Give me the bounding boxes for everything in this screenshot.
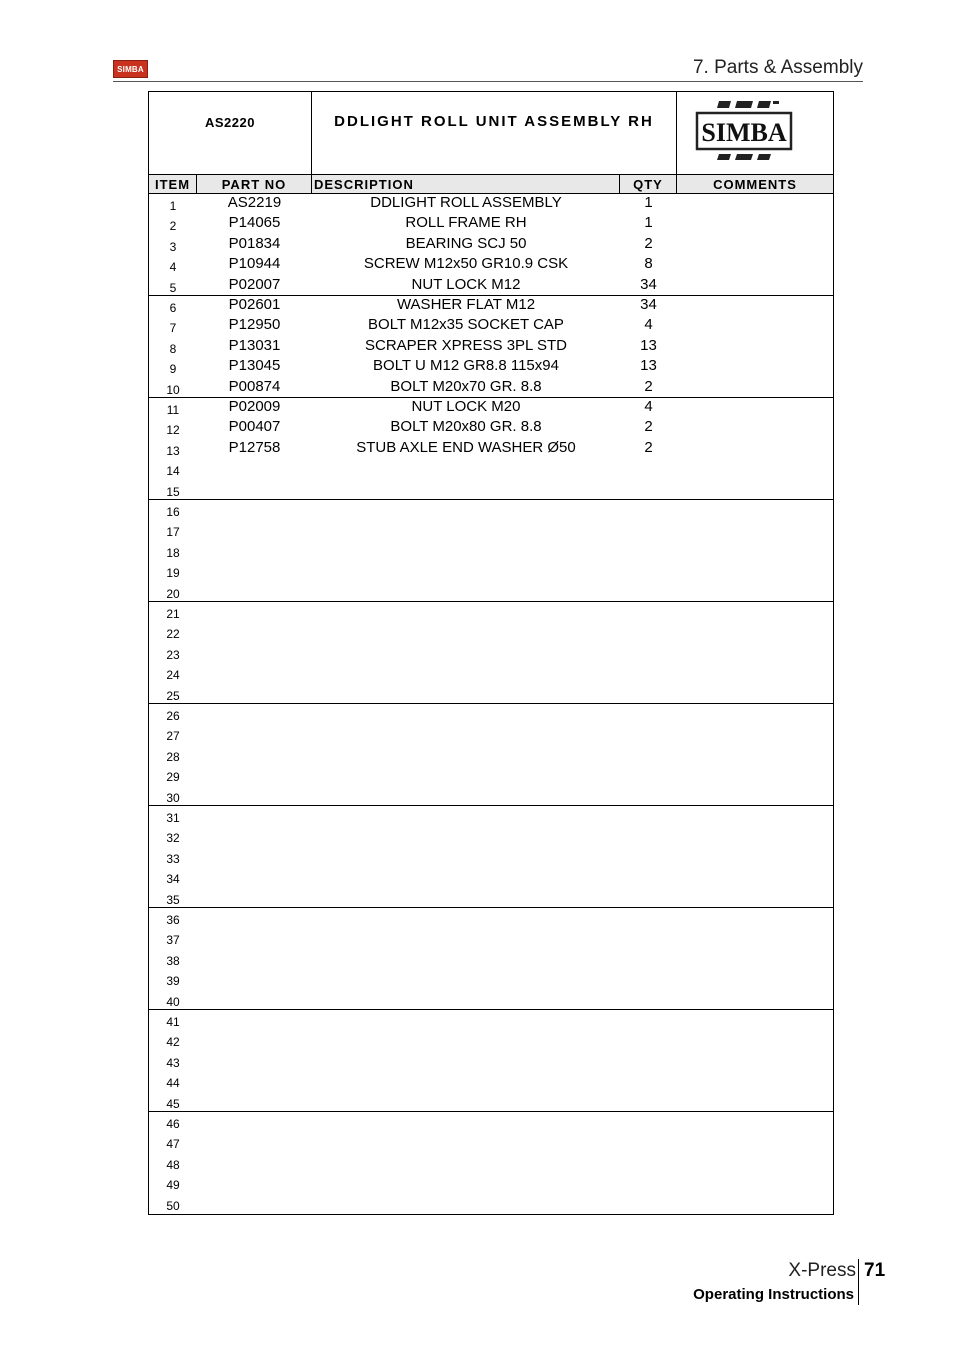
table-row	[149, 582, 833, 602]
table-row	[149, 806, 833, 826]
item-cell: 10	[166, 382, 180, 397]
table-row	[149, 1071, 833, 1091]
table-row	[149, 1112, 833, 1132]
simba-small-logo: SIMBA	[113, 60, 148, 78]
table-row	[149, 520, 833, 540]
item-cell: 22	[166, 627, 180, 642]
description-cell: SCRAPER XPRESS 3PL STD	[364, 336, 567, 354]
footer-product-name: X-Press	[788, 1260, 856, 1281]
table-row	[149, 928, 833, 948]
footer-subtitle: Operating Instructions	[693, 1286, 854, 1303]
item-cell: 2	[169, 219, 177, 234]
table-row	[149, 378, 833, 398]
item-cell: 6	[169, 301, 177, 315]
part-no-cell: P02601	[228, 296, 281, 313]
item-cell: 7	[169, 321, 177, 336]
table-row	[149, 418, 833, 438]
item-cell: 36	[166, 913, 180, 927]
page-number: 71	[864, 1260, 886, 1281]
item-cell: 4	[169, 260, 177, 275]
item-cell: 29	[166, 770, 180, 785]
part-no-cell: P02009	[228, 398, 281, 415]
item-cell: 28	[166, 749, 180, 764]
item-cell: 18	[166, 545, 180, 560]
item-cell: 3	[169, 239, 177, 254]
table-row	[149, 745, 833, 765]
table-row	[149, 235, 833, 255]
qty-cell: 4	[644, 316, 653, 334]
item-cell: 48	[166, 1157, 180, 1172]
table-row	[149, 439, 833, 459]
column-header-row	[149, 174, 833, 194]
col-header-part-no: PART NO	[197, 175, 312, 193]
qty-cell: 13	[640, 357, 657, 375]
item-cell: 44	[166, 1076, 180, 1091]
item-cell: 30	[166, 790, 180, 805]
description-cell: BOLT U M12 GR8.8 115x94	[373, 357, 559, 375]
description-cell: DDLIGHT ROLL ASSEMBLY	[370, 194, 562, 211]
qty-cell: 34	[640, 275, 657, 293]
description-cell: BEARING SCJ 50	[405, 234, 527, 252]
table-row	[149, 888, 833, 908]
table-row	[149, 337, 833, 357]
table-row	[149, 214, 833, 234]
table-row	[149, 704, 833, 724]
item-cell: 46	[166, 1117, 180, 1131]
simba-logo-text: SIMBA	[701, 118, 787, 147]
section-title: 7. Parts & Assembly	[692, 57, 863, 78]
description-cell: WASHER FLAT M12	[396, 296, 536, 313]
assembly-title-box	[312, 92, 677, 174]
item-cell: 49	[166, 1178, 180, 1193]
qty-cell: 13	[640, 336, 657, 354]
qty-cell: 2	[644, 438, 653, 456]
part-no-cell: P13031	[228, 336, 281, 354]
item-cell: 31	[166, 811, 180, 825]
table-row	[149, 1030, 833, 1050]
table-row	[149, 643, 833, 663]
part-no-cell: P00407	[228, 418, 281, 436]
table-row	[149, 969, 833, 989]
description-cell: BOLT M20x80 GR. 8.8	[390, 418, 542, 436]
table-row	[149, 765, 833, 785]
col-header-comments: COMMENTS	[713, 177, 797, 192]
table-row	[149, 826, 833, 846]
col-header-description: DESCRIPTION	[312, 175, 620, 193]
table-row	[149, 867, 833, 887]
item-cell: 40	[166, 994, 180, 1009]
item-cell: 5	[169, 280, 177, 295]
item-cell: 41	[166, 1015, 180, 1029]
table-row	[149, 357, 833, 377]
description-cell: ROLL FRAME RH	[405, 214, 527, 232]
simba-logo-box	[677, 92, 833, 174]
description-cell: NUT LOCK M20	[411, 398, 521, 415]
table-row	[149, 316, 833, 336]
table-row	[149, 786, 833, 806]
table-row	[149, 561, 833, 581]
item-cell: 27	[166, 729, 180, 744]
qty-cell: 8	[644, 255, 653, 273]
part-no-cell: P14065	[228, 214, 281, 232]
item-cell: 16	[166, 505, 180, 519]
item-cell: 15	[166, 484, 180, 499]
qty-cell: 1	[644, 194, 653, 211]
part-no-cell: P00874	[228, 377, 281, 395]
table-row	[149, 847, 833, 867]
item-cell: 11	[166, 403, 180, 417]
description-cell: STUB AXLE END WASHER Ø50	[356, 438, 576, 456]
table-row	[149, 663, 833, 683]
table-row	[149, 1051, 833, 1071]
item-cell: 24	[166, 668, 180, 683]
table-row	[149, 1010, 833, 1030]
assembly-title: DDLIGHT ROLL UNIT ASSEMBLY RH	[334, 113, 654, 130]
item-cell: 23	[166, 647, 180, 662]
qty-cell: 1	[644, 214, 653, 232]
col-header-qty: QTY	[620, 175, 677, 193]
table-row	[149, 500, 833, 520]
part-no-cell: P12950	[228, 316, 281, 334]
qty-cell: 2	[644, 418, 653, 436]
table-row	[149, 1153, 833, 1173]
table-row	[149, 990, 833, 1010]
item-cell: 33	[166, 851, 180, 866]
item-cell: 35	[166, 892, 180, 907]
table-row	[149, 602, 833, 622]
item-cell: 21	[166, 607, 180, 621]
item-cell: 19	[166, 566, 180, 581]
table-row	[149, 1092, 833, 1112]
table-row	[149, 724, 833, 744]
table-row	[149, 622, 833, 642]
table-row	[149, 541, 833, 561]
header-divider	[113, 81, 863, 82]
table-row	[149, 908, 833, 928]
item-cell: 20	[166, 586, 180, 601]
qty-cell: 34	[640, 296, 657, 313]
part-no-cell: AS2219	[227, 194, 282, 211]
description-cell: NUT LOCK M12	[411, 275, 521, 293]
item-cell: 32	[166, 831, 180, 846]
item-cell: 47	[166, 1137, 180, 1152]
col-header-item: ITEM	[149, 175, 197, 193]
simba-logo	[695, 99, 795, 163]
assembly-code: AS2220	[205, 115, 255, 130]
item-cell: 43	[166, 1055, 180, 1070]
table-row	[149, 194, 833, 214]
table-row	[149, 949, 833, 969]
description-cell: BOLT M12x35 SOCKET CAP	[368, 316, 564, 334]
part-no-cell: P01834	[228, 234, 281, 252]
description-cell: SCREW M12x50 GR10.9 CSK	[363, 255, 569, 273]
table-row	[149, 296, 833, 316]
qty-cell: 4	[644, 398, 653, 415]
part-no-cell: P13045	[228, 357, 281, 375]
item-cell: 9	[169, 362, 177, 377]
item-cell: 34	[166, 872, 180, 887]
table-row	[149, 684, 833, 704]
table-row	[149, 1132, 833, 1152]
part-no-cell: P12758	[228, 438, 281, 456]
table-row	[149, 1173, 833, 1193]
table-row	[149, 1194, 833, 1214]
qty-cell: 2	[644, 377, 653, 395]
item-cell: 42	[166, 1035, 180, 1050]
item-cell: 17	[166, 525, 180, 540]
item-cell: 14	[166, 464, 180, 479]
item-cell: 38	[166, 953, 180, 968]
table-row	[149, 480, 833, 500]
assembly-code-box	[149, 92, 312, 174]
item-cell: 13	[166, 443, 180, 458]
item-cell: 12	[166, 423, 180, 438]
item-cell: 45	[166, 1096, 180, 1111]
qty-cell: 2	[644, 234, 653, 252]
table-row	[149, 276, 833, 296]
table-row	[149, 255, 833, 275]
parts-list-sheet	[148, 91, 834, 1215]
description-cell: BOLT M20x70 GR. 8.8	[390, 377, 542, 395]
item-cell: 1	[169, 199, 177, 213]
item-cell: 25	[166, 688, 180, 703]
item-cell: 37	[166, 933, 180, 948]
table-row	[149, 398, 833, 418]
part-no-cell: P10944	[228, 255, 281, 273]
item-cell: 50	[166, 1198, 180, 1213]
part-no-cell: P02007	[228, 275, 281, 293]
table-row	[149, 459, 833, 479]
footer-divider	[858, 1259, 859, 1305]
item-cell: 26	[166, 709, 180, 723]
item-cell: 8	[169, 341, 177, 356]
item-cell: 39	[166, 974, 180, 989]
